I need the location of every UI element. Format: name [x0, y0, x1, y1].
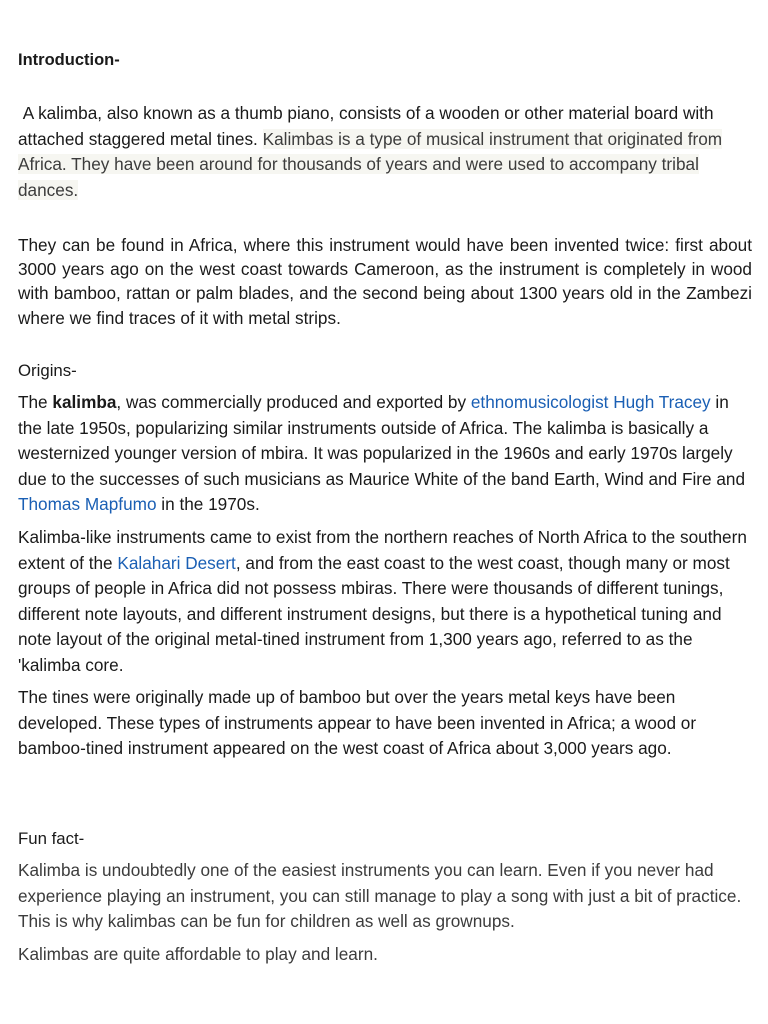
origins-paragraph-2 — [18, 525, 752, 679]
origins-p1-text-b: in the late 1950s, popularizing similar instruments outside of Africa. The kalimba is basically a westernized younger version of mbira. It was popularized in the 1960s and early 1970s largely due to the successes of such musicians as Maurice White of the band Earth, Wind and Fire and — [18, 392, 746, 489]
link-thomas-mapfumo[interactable]: Thomas Mapfumo — [18, 494, 157, 515]
intro-paragraph-2: They can be found in Africa, where this instrument would have been invented twice: first about 3000 years ago on the west coast towards Cameroon, as the instrument is completely in wood with bamboo, rattan or palm blades, and the second being about 1300 years old in the Zambezi where we find traces of it with metal strips. — [18, 235, 752, 328]
link-hugh-tracey[interactable]: ethnomusicologist Hugh Tracey — [470, 392, 711, 412]
funfact-paragraph-1: Kalimba is undoubtedly one of the easiest instruments you can learn. Even if you never had experience playing an instrument, you can still manage to play a song with just a bit of practice. This is why kalimbas can be fun for children as well as grownups. — [18, 860, 742, 932]
origins-heading: Origins- — [18, 361, 77, 380]
intro-p1-text: A kalimba, also known as a thumb piano, consists of a wooden or other material board with attached staggered metal tines. — [18, 103, 714, 149]
funfact-heading: Fun fact- — [18, 829, 85, 848]
origins-p2-text-a: Kalimba-like instruments came to exist from the northern reaches of North Africa to the southern extent of the — [18, 527, 747, 573]
kalimba-bold: kalimba — [52, 392, 117, 412]
intro-p1-highlighted: Kalimbas is a type of musical instrument that originated from Africa. They have been around for thousands of years and were used to accompany tribal dances. — [18, 128, 723, 200]
origins-p1-text-a: , was commercially produced and exported by — [116, 392, 471, 412]
origins-p1-text-c: in the 1970s. — [156, 494, 260, 515]
origins-paragraph-1 — [18, 390, 752, 518]
origins-p1-the: The — [18, 392, 53, 412]
origins-paragraph-3: The tines were originally made up of bamboo but over the years metal keys have been developed. These types of instruments appear to have been invented in Africa; a wood or bamboo-tined instrument appeared on the west coast of Africa about 3,000 years ago. — [18, 687, 697, 759]
origins-p2-text-b: , and from the east coast to the west coast, though many or most groups of people in Africa did not possess mbiras. There were thousands of different tunings, different note layouts, and different instrument designs, but there is a hypothetical tuning and note layout of the original metal-tined instrument from 1,300 years ago, referred to as the 'kalimba core. — [18, 552, 730, 675]
link-kalahari-desert[interactable]: Kalahari Desert — [117, 552, 236, 573]
funfact-paragraph-2: Kalimbas are quite affordable to play and learn. — [18, 944, 378, 964]
intro-heading: Introduction- — [18, 51, 120, 69]
intro-paragraph-1 — [18, 101, 752, 203]
